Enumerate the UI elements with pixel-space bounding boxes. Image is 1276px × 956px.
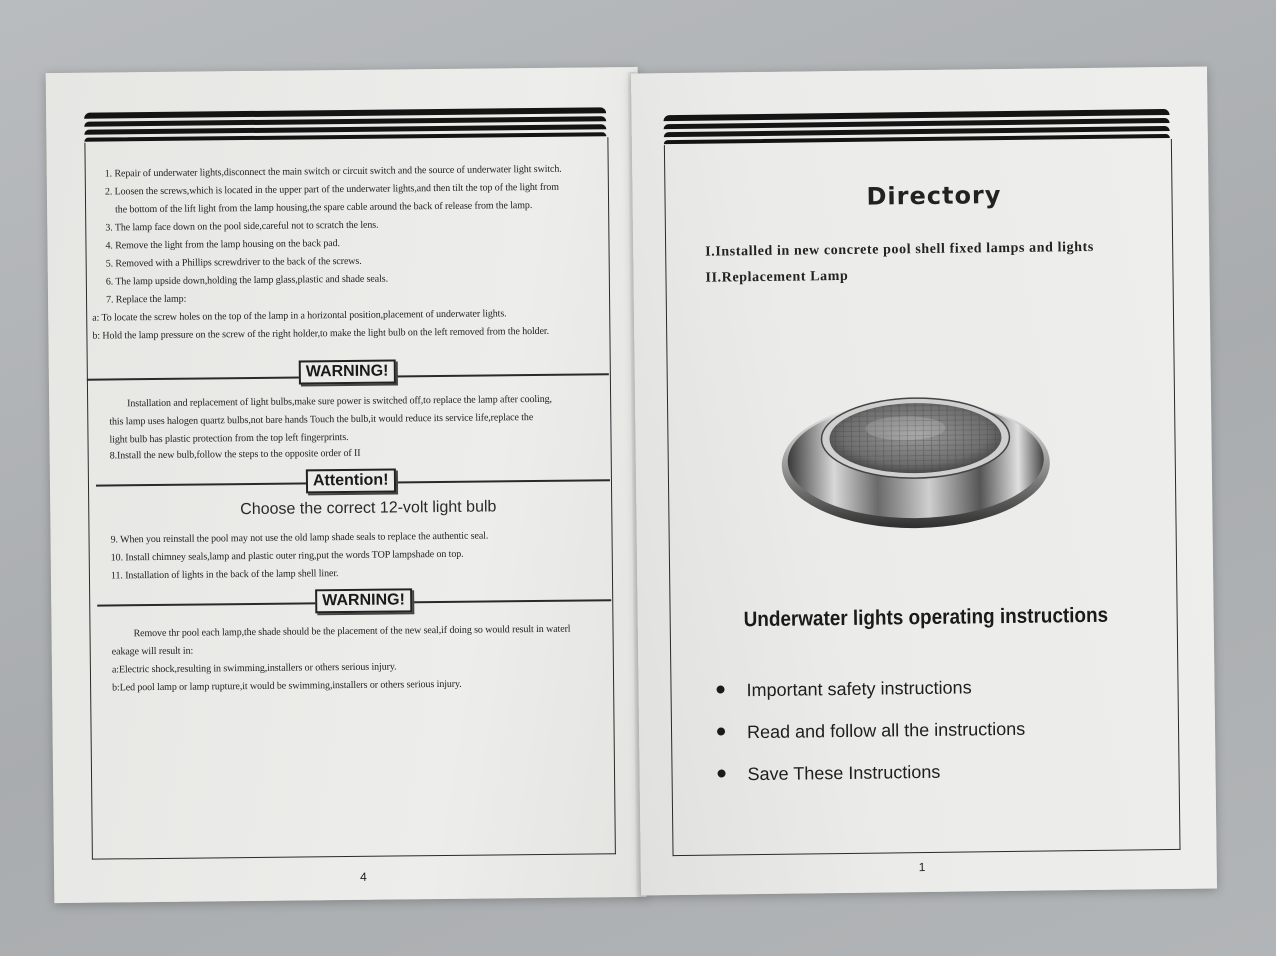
bullet-text: Important safety instructions <box>746 677 972 701</box>
bullet-item <box>716 677 971 701</box>
warning-text-line: Remove thr pool each lamp,the shade should be the placement of the new seal,if doing so would result in waterl <box>133 623 571 640</box>
bullet-text: Save These Instructions <box>747 761 941 785</box>
warning-text-line: b:Led pool lamp or lamp rupture,it would be swimming,installers or others serious injury. <box>112 678 462 694</box>
attention-step-line: 9. When you reinstall the pool may not use the old lamp shade seals to replace the authentic seal. <box>110 530 489 546</box>
step-line: 3. The lamp face down on the pool side,careful not to scratch the lens. <box>105 219 379 234</box>
step-line: a: To locate the screw holes on the top of the lamp in a horizontal position,placement of underwater lights. <box>92 308 507 324</box>
pool-lamp-image <box>775 366 1057 539</box>
attention-step-line: 10. Install chimney seals,lamp and plastic outer ring,put the words TOP lampshade on top. <box>110 548 464 564</box>
warning-text-line: eakage will result in: <box>111 645 194 658</box>
step-line: 1. Repair of underwater lights,disconnect the main switch or circuit switch and the source of underwater light switch. <box>104 163 562 180</box>
step-line: 7. Replace the lamp: <box>105 293 187 306</box>
warning-text-line: this lamp uses halogen quartz bulbs,not bare hands Touch the bulb,it would reduce its service life,replace the <box>109 412 534 428</box>
warning-text-line: Installation and replacement of light bulbs,make sure power is switched off,to replace the lamp after cooling, <box>127 393 552 410</box>
attention-step-line: 11. Installation of lights in the back of the lamp shell liner. <box>110 568 339 582</box>
directory-item: I.Installed in new concrete pool shell fixed lamps and lights <box>705 239 1094 260</box>
attention-heading: Choose the correct 12-volt light bulb <box>240 498 497 519</box>
page-number: 1 <box>918 860 926 875</box>
attention-label: Attention! <box>306 468 396 493</box>
bullet-icon <box>718 770 726 778</box>
bullet-icon <box>717 728 725 736</box>
bullet-item <box>717 762 940 786</box>
bullet-text: Read and follow all the instructions <box>746 718 1026 743</box>
warning-label: WARNING! <box>315 588 412 613</box>
step-line: the bottom of the lift light from the lamp housing,the spare cable around the back of release from the lamp. <box>115 200 533 216</box>
step-line: 4. Remove the light from the lamp housing on the back pad. <box>105 238 340 252</box>
instructions-title: Underwater lights operating instructions <box>743 603 1109 632</box>
bullet-item <box>717 719 1025 744</box>
warning-label: WARNING! <box>299 359 396 384</box>
left-page <box>46 67 647 903</box>
bullet-icon <box>716 686 724 694</box>
page-number: 4 <box>360 869 367 884</box>
step-line: b: Hold the lamp pressure on the screw of the right holder,to make the light bulb on the left removed from the holder. <box>92 325 550 342</box>
directory-title: Directory <box>866 181 1002 211</box>
warning-text-line: light bulb has plastic protection from the top left fingerprints. <box>109 431 349 446</box>
step-line: 5. Removed with a Phillips screwdriver to the back of the screws. <box>105 255 362 270</box>
warning-text-line: a:Electric shock,resulting in swimming,installers or others serious injury. <box>111 661 397 676</box>
step-line: 6. The lamp upside down,holding the lamp glass,plastic and shade seals. <box>105 273 389 288</box>
right-page <box>631 67 1217 896</box>
warning-text-line: 8.Install the new bulb,follow the steps to the opposite order of II <box>109 447 361 462</box>
directory-item: II.Replacement Lamp <box>705 268 849 286</box>
step-line: 2. Loosen the screws,which is located in the upper part of the underwater lights,and then tilt the top of the light from <box>104 181 559 198</box>
